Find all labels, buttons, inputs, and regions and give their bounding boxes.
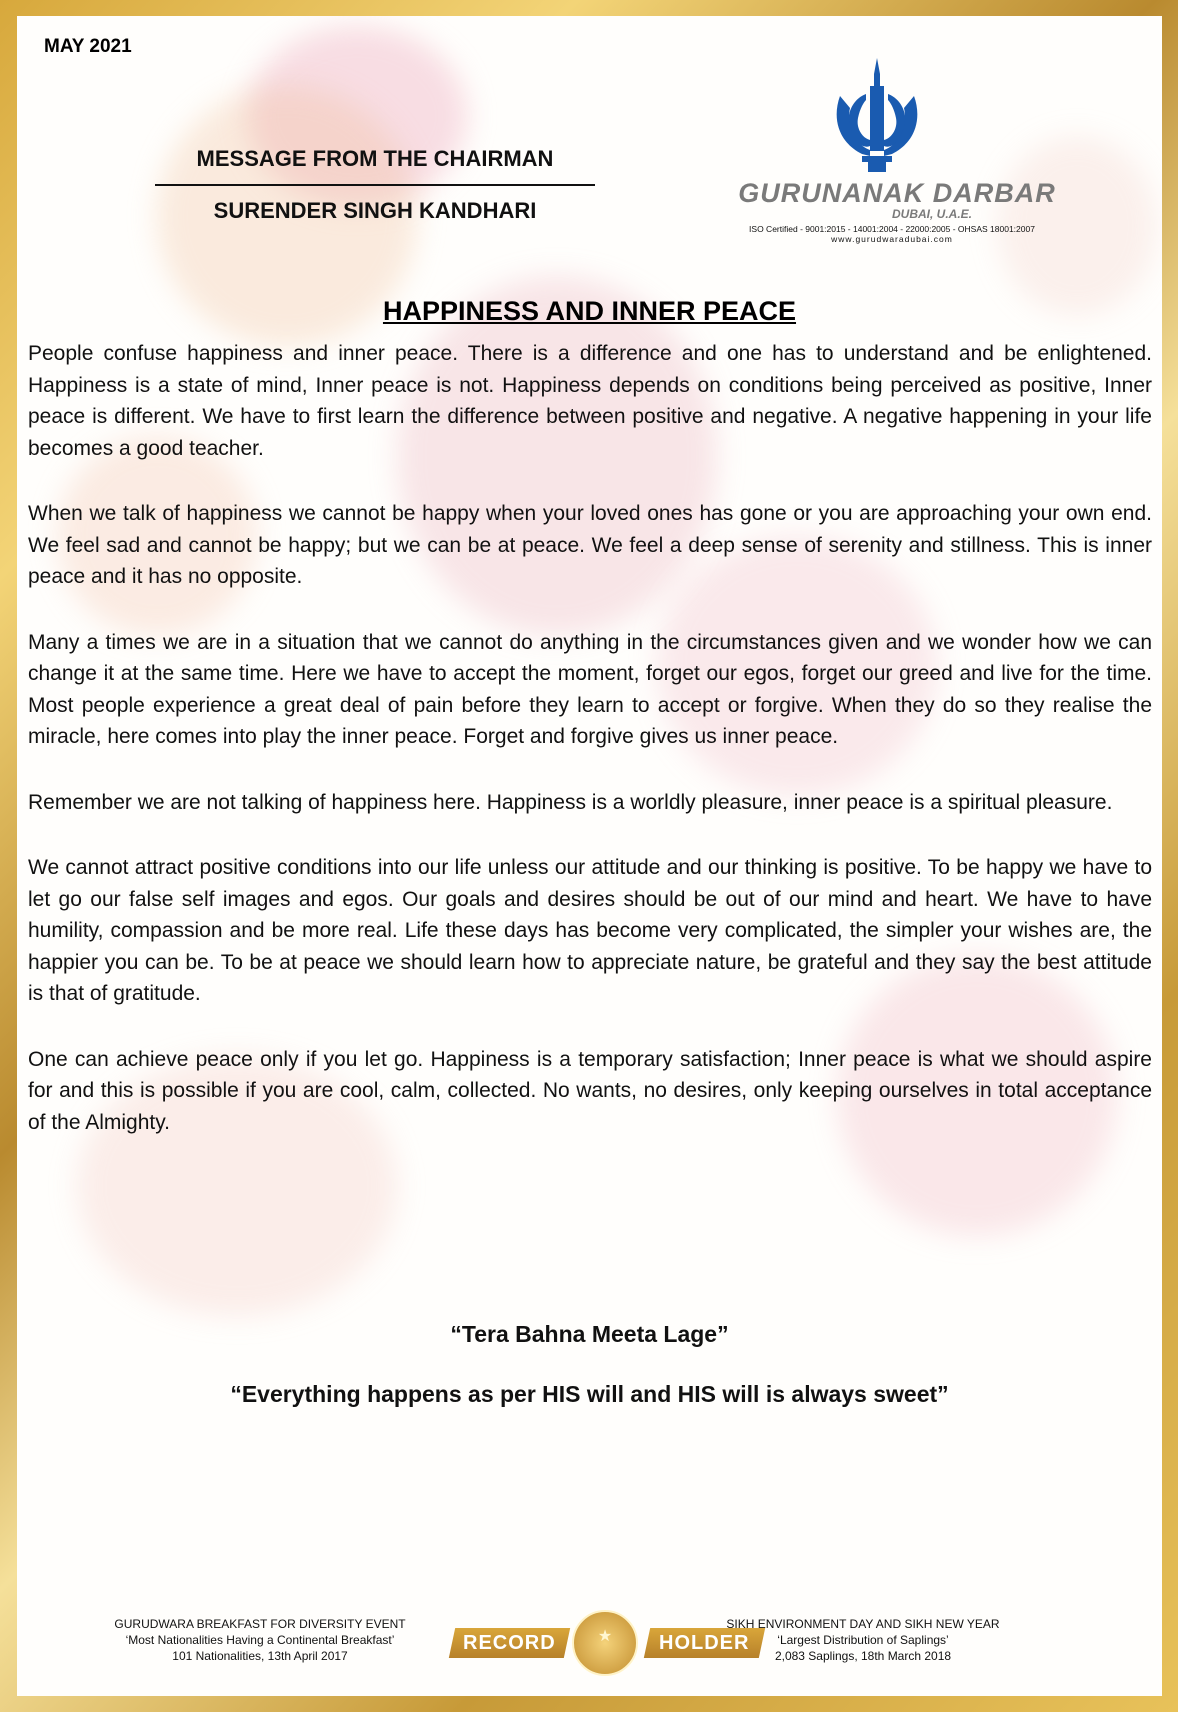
paragraph: Remember we are not talking of happiness here. Happiness is a worldly pleasure, inner peace is a spiritual pleasure. <box>28 790 1113 814</box>
khanda-icon <box>832 56 922 174</box>
divider <box>155 184 595 186</box>
record-right-subtitle: ‘Largest Distribution of Saplings’ <box>777 1633 949 1647</box>
record-right-detail: 2,083 Saplings, 18th March 2018 <box>774 1649 952 1663</box>
record-right <box>713 1616 1013 1664</box>
chairman-name: SURENDER SINGH KANDHARI <box>213 198 537 223</box>
paragraph: People confuse happiness and inner peace. There is a difference and one has to understand and be enlightened. Happiness is a state of mind, Inner peace is not. Happiness depends on conditions being perceived as positive, Inner peace is different. We have to first learn the difference between positive and negative. A negative happening in your life becomes a good teacher. <box>28 342 1152 460</box>
record-left-detail: 101 Nationalities, 13th April 2017 <box>172 1649 348 1663</box>
record-left <box>110 1616 410 1664</box>
website-link[interactable]: www.gurudwaradubai.com <box>831 234 953 244</box>
quote-punjabi: “Tera Bahna Meeta Lage” <box>450 1321 729 1347</box>
paragraph: When we talk of happiness we cannot be happy when your loved ones has gone or you are approaching your own end. We feel sad and cannot be happy; but we can be at peace. We feel a deep sense of serenity and stillness. This is inner peace and it has no opposite. <box>28 502 1152 588</box>
message-title: MESSAGE FROM THE CHAIRMAN <box>196 146 554 171</box>
chairman-header <box>125 146 625 224</box>
organization-logo <box>667 56 1087 244</box>
record-right-title: SIKH ENVIRONMENT DAY AND SIKH NEW YEAR <box>726 1617 1000 1631</box>
record-left-title: GURUDWARA BREAKFAST FOR DIVERSITY EVENT <box>114 1617 406 1631</box>
article-body <box>28 338 1152 1172</box>
article-title: HAPPINESS AND INNER PEACE <box>382 296 797 326</box>
badge-left-label: RECORD <box>463 1632 556 1654</box>
badge-right-label: HOLDER <box>659 1632 750 1654</box>
brand-name: GURUNANAK DARBAR <box>738 178 1056 208</box>
brand-location: DUBAI, U.A.E. <box>891 207 972 221</box>
paragraph: Many a times we are in a situation that we cannot do anything in the circumstances given and we wonder how we can change it at the same time. Here we have to accept the moment, forget our egos, forget our greed and live for the time. Most people experience a great deal of pain before they learn to accept or forgive. When they do so they realise the miracle, here comes into play the inner peace. Forget and forgive gives us inner peace. <box>28 630 1152 748</box>
paragraph: One can achieve peace only if you let go. Happiness is a temporary satisfaction; Inner peace is what we should aspire for and this is possible if you are cool, calm, collected. No wants, no desires, only keeping ourselves in total acceptance of the Almighty. <box>28 1047 1152 1134</box>
issue-date: MAY 2021 <box>44 36 132 57</box>
newsletter-page <box>17 16 1162 1696</box>
iso-certification: ISO Certified - 9001:2015 - 14001:2004 - 22000:2005 - OHSAS 18001:2007 <box>749 224 1035 234</box>
footer <box>17 1616 1162 1696</box>
star-pillar-icon: ★ <box>597 1628 613 1645</box>
record-left-subtitle: ‘Most Nationalities Having a Continental Breakfast’ <box>125 1633 395 1647</box>
quote-translation: “Everything happens as per HIS will and HIS will is always sweet” <box>230 1381 949 1407</box>
guinness-seal-icon <box>572 1610 638 1676</box>
paragraph: We cannot attract positive conditions into our life unless our attitude and our thinking is positive. To be happy we have to let go our false self images and egos. Our goals and desires should be out of our mind and heart. We have to have humility, compassion and be more real. Life these days has become very complicated, the simpler your wishes are, the happier you can be. To be at peace we should learn how to appreciate nature, be grateful and they say the best attitude is that of gratitude. <box>28 856 1152 1005</box>
